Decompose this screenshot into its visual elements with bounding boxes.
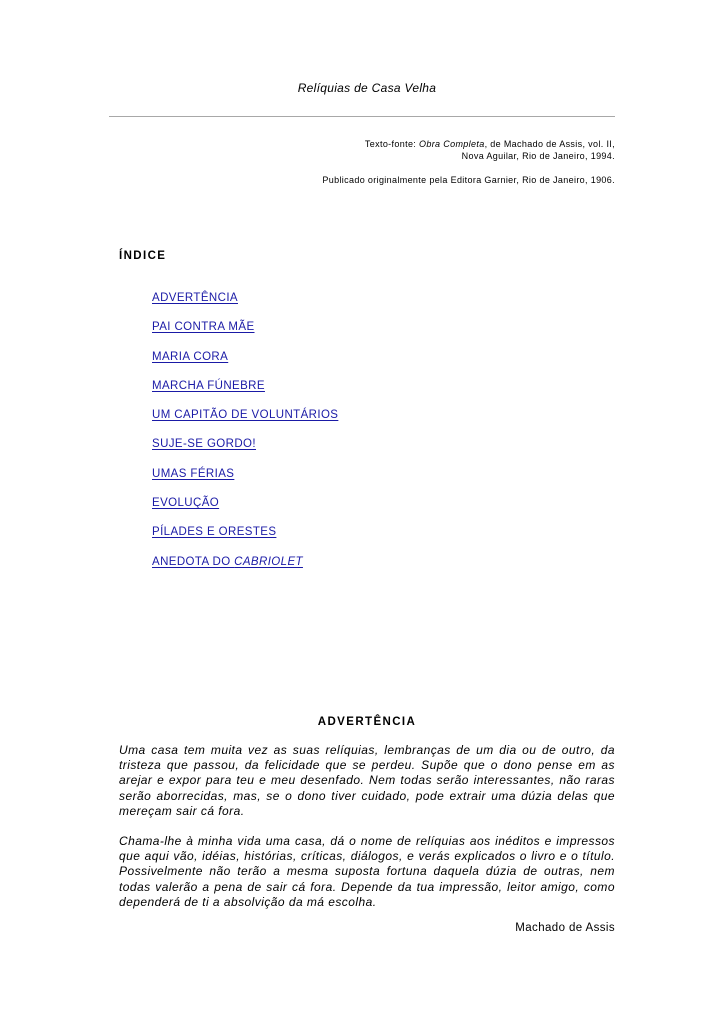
document-title: Relíquias de Casa Velha	[297, 81, 437, 95]
toc-link-anedota-do-cabriolet[interactable]	[152, 556, 303, 568]
section-heading: ADVERTÊNCIA	[317, 716, 417, 728]
body-paragraph: Uma casa tem muita vez as suas relíquias, lembranças de um dia ou de outro, da tristeza que passou, da felicidade que se perdeu. Supõe que o dono pense em as arejar e expor para teu e meu desenfado. Nem todas serão interessantes, não raras serão aborrecidas, mas, se o dono tiver cuidado, pode extrair uma dúzia delas que mereçam sair cá fora.	[119, 743, 615, 818]
toc-item	[152, 468, 338, 497]
toc-item	[152, 556, 338, 585]
toc-link-umas-ferias[interactable]: UMAS FÉRIAS	[152, 467, 235, 480]
source-work-title: Obra Completa	[419, 139, 485, 149]
author-signature: Machado de Assis	[515, 922, 615, 934]
source-line-2: Nova Aguilar, Rio de Janeiro, 1994.	[461, 151, 615, 161]
toc-link-advertencia[interactable]: ADVERTÊNCIA	[152, 292, 238, 304]
toc-link-marcha-funebre[interactable]: MARCHA FÚNEBRE	[152, 379, 265, 392]
source-prefix: Texto-fonte:	[364, 139, 419, 149]
toc-link-maria-cora[interactable]: MARIA CORA	[152, 350, 229, 363]
source-suffix: , de Machado de Assis, vol. II,	[484, 139, 615, 149]
toc-item	[152, 526, 338, 555]
toc-link-evolucao[interactable]: EVOLUÇÃO	[152, 497, 220, 510]
toc-link-pilades-e-orestes[interactable]: PÍLADES E ORESTES	[152, 526, 277, 539]
table-of-contents	[152, 292, 338, 585]
toc-item	[152, 497, 338, 526]
toc-item	[152, 409, 338, 438]
toc-link-text: ANEDOTA DO	[152, 555, 235, 568]
toc-link-text-italic: CABRIOLET	[234, 555, 303, 568]
header-divider	[109, 116, 615, 117]
toc-item	[152, 321, 338, 350]
published-note: Publicado originalmente pela Editora Garnier, Rio de Janeiro, 1906.	[322, 175, 615, 185]
toc-link-pai-contra-mae[interactable]: PAI CONTRA MÃE	[152, 321, 255, 334]
toc-item	[152, 351, 338, 380]
toc-item	[152, 380, 338, 409]
body-paragraph: Chama-lhe à minha vida uma casa, dá o nome de relíquias aos inéditos e impressos que aqui vão, idéias, histórias, críticas, diálogos, e verás explicados o livro e o título. Possivelmente não terão a mesma suposta fortuna daquela dúzia de outras, nem todas valerão a pena de sair cá fora. Depende da tua impressão, leitor amigo, como dependerá de ti a absolvição da má escolha.	[119, 834, 615, 909]
source-line-1	[195, 138, 615, 162]
toc-link-suje-se-gordo[interactable]: SUJE-SE GORDO!	[152, 438, 257, 451]
index-heading: ÍNDICE	[119, 250, 167, 262]
section-body	[119, 743, 615, 910]
toc-item	[152, 292, 338, 321]
toc-item	[152, 438, 338, 467]
toc-link-um-capitao-de-voluntarios[interactable]: UM CAPITÃO DE VOLUNTÁRIOS	[152, 409, 339, 422]
source-note	[195, 138, 615, 186]
